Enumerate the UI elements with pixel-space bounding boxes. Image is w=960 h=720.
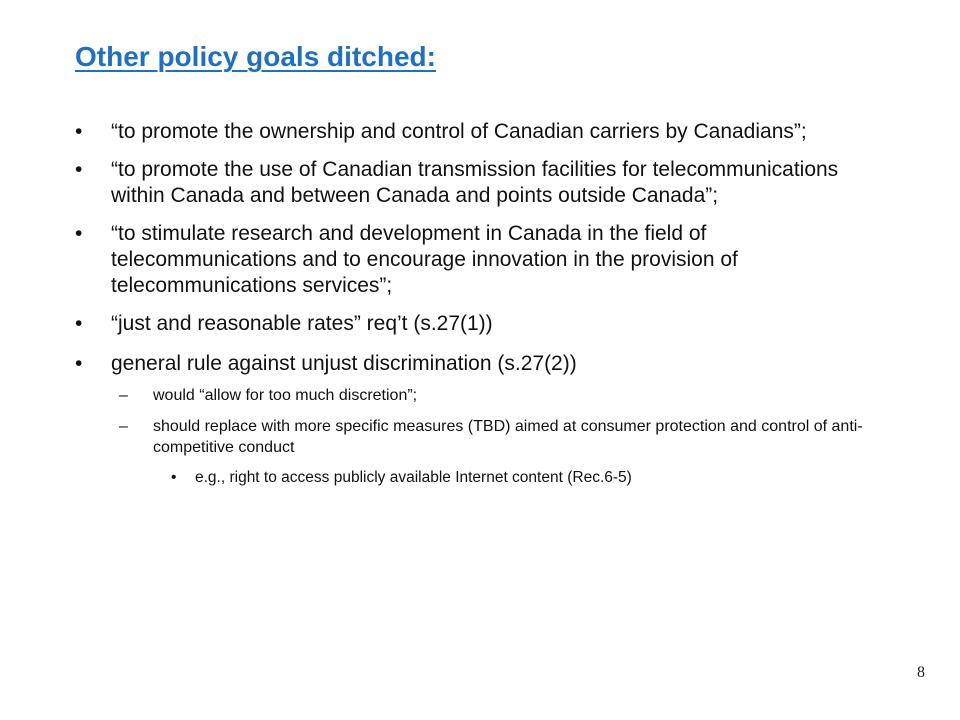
bullet-text: “just and reasonable rates” req’t (s.27(1)) (111, 312, 493, 335)
bullet-item-ownership (75, 119, 895, 145)
bullet-marker: • (75, 120, 83, 143)
bullet-text: “to promote the use of Canadian transmission facilities for telecommunications within Canada and between Canada and points outside Canada”; (111, 158, 839, 207)
subsub-bullet-example (75, 468, 895, 488)
sub-bullet-replace-measures (75, 416, 895, 458)
dash-marker: – (119, 418, 128, 435)
bullet-text: general rule against unjust discrimination (s.27(2)) (111, 352, 577, 375)
subsub-bullet-text: e.g., right to access publicly available Internet content (Rec.6-5) (195, 469, 632, 486)
bullet-marker: • (75, 222, 83, 245)
bullet-list (75, 119, 895, 488)
sub-bullet-text: should replace with more specific measures (TBD) aimed at consumer protection and control of anti-competitive conduct (153, 418, 863, 456)
bullet-text: “to stimulate research and development in Canada in the field of telecommunications and to encourage innovation in the provision of telecommunications services”; (111, 222, 738, 297)
bullet-item-transmission (75, 157, 895, 209)
slide-title: Other policy goals ditched: (75, 41, 436, 72)
bullet-item-discrimination (75, 351, 895, 377)
bullet-text: “to promote the ownership and control of Canadian carriers by Canadians”; (111, 120, 807, 143)
bullet-marker: • (75, 352, 83, 375)
dash-marker: – (119, 387, 128, 404)
page-number: 8 (917, 664, 925, 681)
sub-bullet-text: would “allow for too much discretion”; (153, 387, 418, 404)
bullet-marker: • (75, 312, 83, 335)
sub-bullet-discretion (75, 385, 895, 406)
bullet-item-research (75, 221, 895, 299)
bullet-item-rates (75, 311, 895, 337)
bullet-marker: • (75, 158, 83, 181)
bullet-marker: • (171, 469, 177, 486)
